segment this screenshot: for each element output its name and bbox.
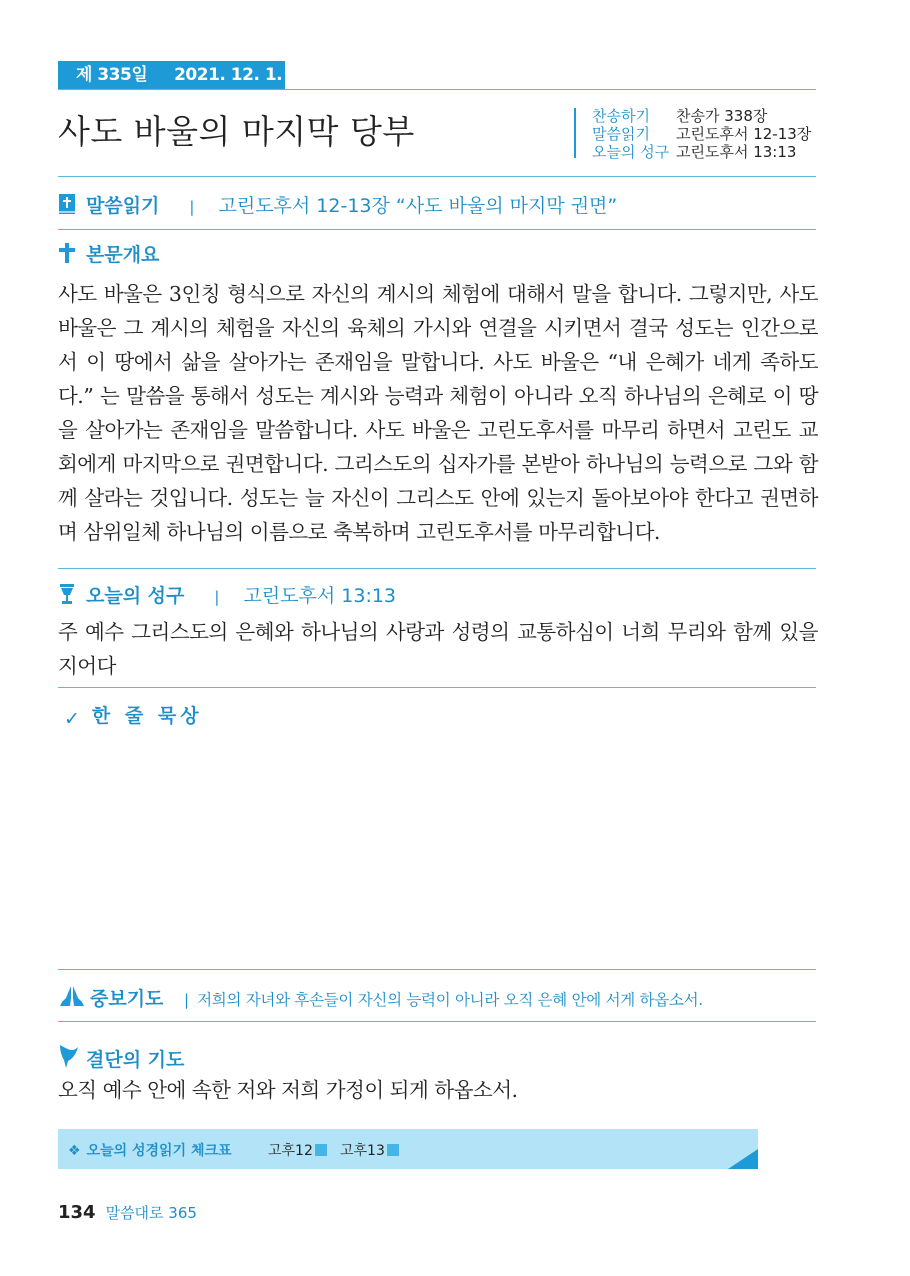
verse-reference: 고린도후서 13:13 [243,585,397,607]
divider [58,1021,816,1022]
summary-text: 사도 바울은 3인칭 형식으로 자신의 계시의 체험에 대해서 말을 합니다. 그렇지만, 사도 바울은 그 계시의 체험을 자신의 육체의 가시와 연결을 시키면서 결국 성도는 인간으로서 이 땅에서 삶을 살아가는 존재임을 말합니다. 사도 바울은 “내 은혜가 네게 족하도다.” 는 말씀을 통해서 성도는 계시와 능력과 체험이 아니라 오직 하나님의 은혜로 이 땅을 살아가는 존재임을 말씀합니다. 사도 바울은 고린도후서를 마무리 하면서 고린도 교회에게 마지막으로 권면합니다. 그리스도의 십자가를 본받아 하나님의 능력으로 그와 함께 살라는 것입니다. 성도는 늘 자신이 그리스도 안에 있는지 돌아보아야 한다고 권면하며 삼위일체 하나님의 이름으로 축복하며 고린도후서를 마무리합니다. [58,282,818,544]
reading-reference: 고린도후서 12-13장 “사도 바울의 마지막 권면” [218,195,618,217]
meta-row-verse [592,143,796,161]
day-label: 제 335일 [76,65,148,85]
resolution-label: 결단의 기도 [86,1049,185,1071]
meta-value: 고린도후서 12-13장 [676,125,812,143]
checklist-item[interactable] [268,1140,327,1160]
book-title: 말씀대로 365 [105,1204,197,1222]
check-icon: ✓ [64,708,80,730]
chalice-icon [58,583,76,610]
meta-label: 찬송하기 [592,107,650,125]
divider [58,229,816,230]
summary-heading [58,240,159,269]
reading-heading: 말씀읽기 | 고린도후서 12-13장 “사도 바울의 마지막 권면” [58,191,617,220]
checklist-label: 오늘의 성경읽기 체크표 [86,1143,232,1159]
checklist-item-label: 고후12 [268,1143,313,1159]
checkbox[interactable] [315,1144,327,1156]
meta-bar [574,108,576,158]
cross-icon [58,242,76,269]
verse-heading: 오늘의 성구 | 고린도후서 13:13 [58,581,396,610]
meta-label: 말씀읽기 [592,125,650,143]
intercession-text: 저희의 자녀와 후손들이 자신의 능력이 아니라 오직 은혜 안에 서게 하옵소서. [197,991,703,1009]
meta-row-reading [592,125,811,143]
verse-text: 주 예수 그리스도의 은혜와 하나님의 사랑과 성령의 교통하심이 너희 무리와 함께 있을지어다 [58,620,818,678]
divider [58,176,816,177]
meta-row-hymn [592,107,767,125]
meta-value: 고린도후서 13:13 [676,143,797,161]
page-title: 사도 바울의 마지막 당부 [58,112,415,151]
divider [58,89,816,90]
divider [58,969,816,970]
meta-label: 오늘의 성구 [592,143,670,161]
date-tab [58,61,285,113]
resolution-text: 오직 예수 안에 속한 저와 저희 가정이 되게 하옵소서. [58,1078,518,1102]
checklist-item[interactable] [340,1140,399,1160]
intercession-heading: 중보기도 | 저희의 자녀와 후손들이 자신의 능력이 아니라 오직 은혜 안에 서게 하옵소서. [58,984,703,1013]
resolution-heading [58,1043,184,1074]
reading-label: 말씀읽기 [86,195,160,217]
divider [58,687,816,688]
praying-hands-icon [58,984,86,1013]
summary-label: 본문개요 [86,244,160,266]
page-number: 134 [58,1202,96,1223]
divider [58,568,816,569]
meta-value: 찬송가 338장 [676,107,768,125]
meditation-writing-area[interactable] [58,735,816,965]
meditation-heading [64,701,203,730]
book-icon [58,193,76,220]
diamond-icon: ❖ [68,1143,81,1159]
intercession-label: 중보기도 [90,988,164,1010]
page-corner-fold [728,1149,758,1169]
reading-checklist-bar [58,1129,758,1169]
date-label: 2021. 12. 1. 수 [76,65,283,113]
page-footer [58,1202,197,1223]
verse-label: 오늘의 성구 [86,585,185,607]
checkbox[interactable] [387,1144,399,1156]
meditation-label: 한 줄 묵상 [91,705,203,727]
checklist-title [68,1140,232,1160]
checklist-item-label: 고후13 [340,1143,385,1159]
dove-icon [58,1043,80,1074]
